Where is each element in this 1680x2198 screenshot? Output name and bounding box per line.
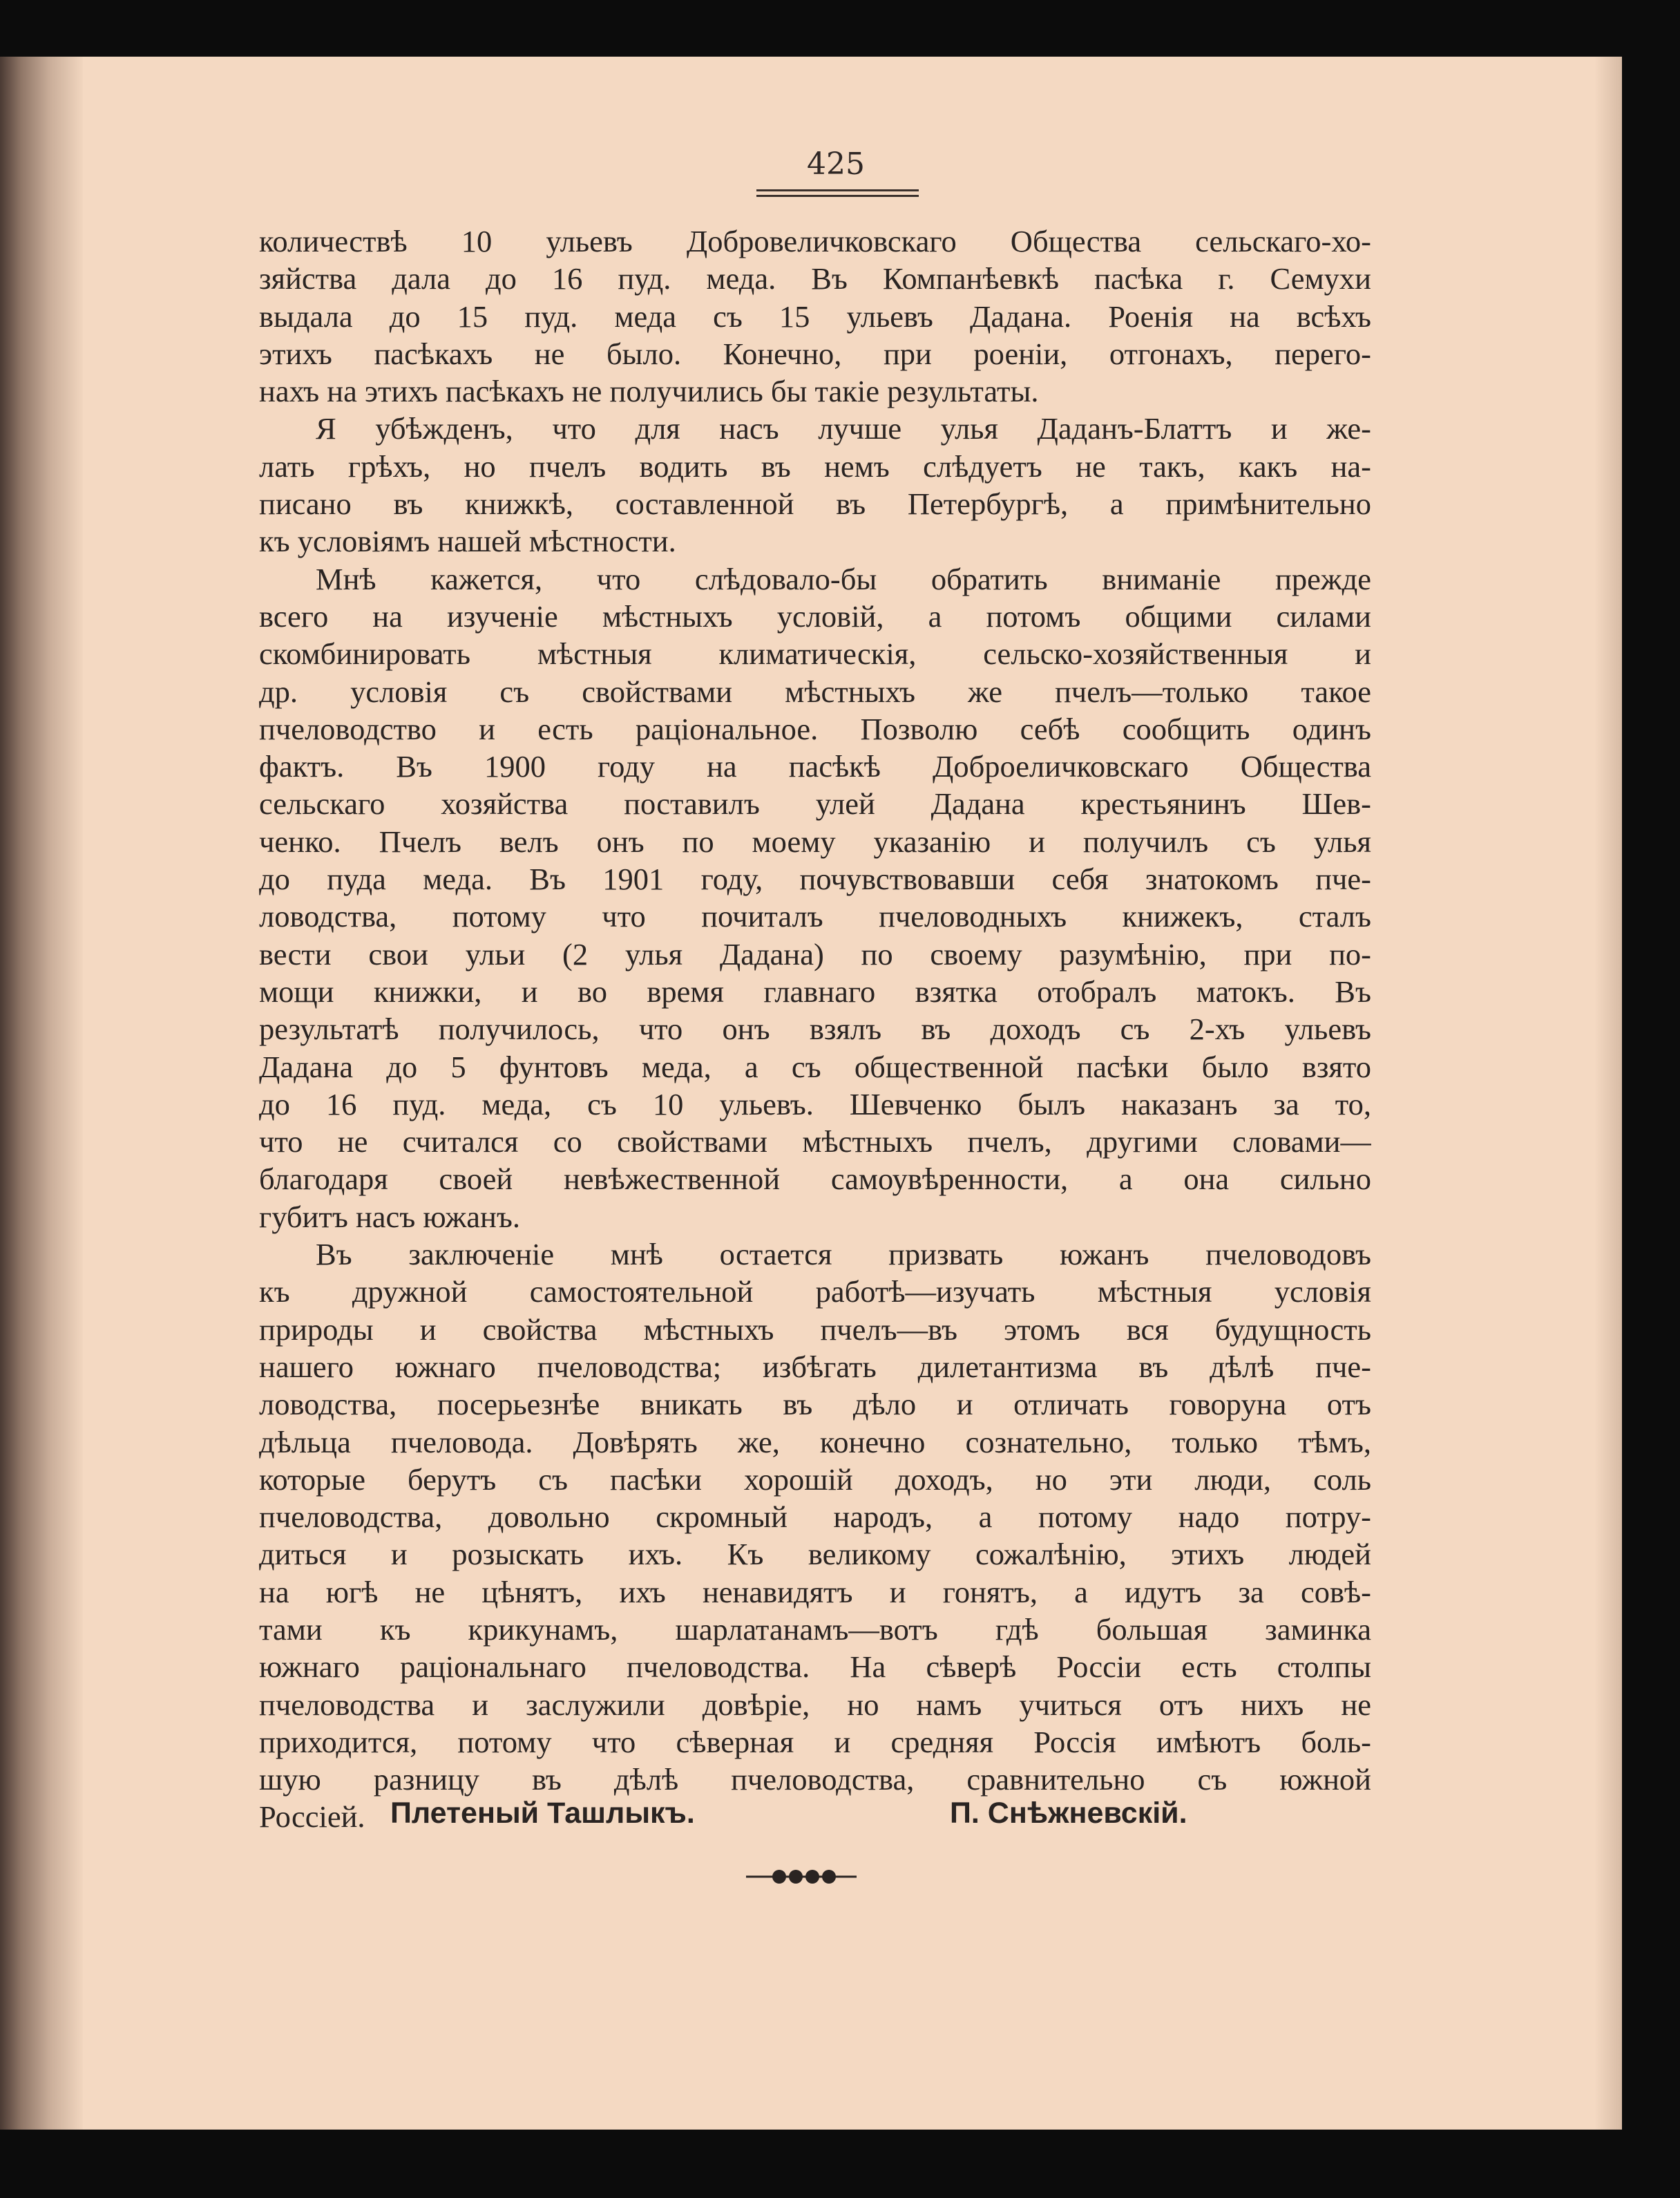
text-line: Въ заключеніе мнѣ остается призвать южанъ пчеловодовъ [316,1237,1371,1272]
text-line: дѣльца пчеловода. Довѣрять же, конечно сознательно, только тѣмъ, [259,1424,1371,1459]
text-line: ченко. Пчелъ велъ онъ по моему указанію и получилъ съ улья [259,824,1371,859]
text-line: нахъ на этихъ пасѣкахъ не получились бы такіе результаты. [259,374,1039,409]
text-line: на югѣ не цѣнятъ, ихъ ненавидятъ и гонятъ, а идутъ за совѣ- [259,1574,1371,1609]
text-line: Дадана до 5 фунтовъ меда, а съ общественной пасѣки было взято [259,1049,1371,1084]
ornament-dot [789,1870,803,1884]
text-line: результатѣ получилось, что онъ взялъ въ доходъ съ 2-хъ ульевъ [259,1012,1371,1047]
signature-place: Плетеный Ташлыкъ. [390,1797,695,1830]
ornament-dot [805,1870,819,1884]
text-line: шую разницу въ дѣлѣ пчеловодства, сравнительно съ южной [259,1762,1371,1797]
text-line: Мнѣ кажется, что слѣдовало-бы обратить вниманіе прежде [316,561,1371,596]
text-line: мощи книжки, и во время главнаго взятка отобралъ матокъ. Въ [259,974,1371,1009]
text-line: зяйства дала до 16 пуд. меда. Въ Компанѣевкѣ пасѣка г. Семухи [259,261,1371,296]
text-line: выдала до 15 пуд. меда съ 15 ульевъ Дадана. Роенія на всѣхъ [259,299,1371,334]
page-number: 425 [807,146,865,182]
text-line: пчеловодство и есть раціональное. Позволю себѣ сообщить одинъ [259,711,1371,746]
text-line: пчеловодства и заслужили довѣріе, но намъ учиться отъ нихъ не [259,1687,1371,1722]
text-line: фактъ. Въ 1900 году на пасѣкѣ Доброеличковскаго Общества [259,749,1371,784]
end-ornament [746,1863,857,1891]
text-line: до пуда меда. Въ 1901 году, почувствовавши себя знатокомъ пче- [259,862,1371,897]
ornament-dot [772,1870,786,1884]
text-line: Я убѣжденъ, что для насъ лучше улья Даданъ-Блаттъ и же- [316,411,1371,446]
text-line: ловодства, посерьезнѣе вникать въ дѣло и отличать говоруна отъ [259,1387,1371,1422]
text-line: ловодства, потому что почиталъ пчеловодныхъ книжекъ, сталъ [259,899,1371,934]
text-line: къ условіямъ нашей мѣстности. [259,524,676,559]
text-line: вести свои ульи (2 улья Дадана) по своему разумѣнію, при по- [259,936,1371,972]
text-line: всего на изученіе мѣстныхъ условій, а потомъ общими силами [259,598,1371,634]
text-line: южнаго раціональнаго пчеловодства. На сѣверѣ Россіи есть столпы [259,1649,1371,1685]
page-gutter-shadow [0,57,83,2130]
text-line: пчеловодства, довольно скромный народъ, а потому надо потру- [259,1499,1371,1535]
text-line: къ дружной самостоятельной работѣ—изучать мѣстныя условія [259,1274,1371,1309]
text-line: количествѣ 10 ульевъ Добровеличковскаго Общества сельскаго-хо- [259,224,1371,258]
header-rule [756,195,919,197]
book-page [0,57,1622,2130]
page-edge-shadow [1594,57,1622,2130]
text-line: лать грѣхъ, но пчелъ водить въ немъ слѣдуетъ не такъ, какъ на- [259,448,1371,484]
text-line: сельскаго хозяйства поставилъ улей Дадана крестьянинъ Шев- [259,786,1371,822]
text-line: диться и розыскать ихъ. Къ великому сожалѣнію, этихъ людей [259,1537,1371,1572]
text-line: которые берутъ съ пасѣки хорошій доходъ, но эти люди, соль [259,1461,1371,1497]
text-line: нашего южнаго пчеловодства; избѣгать дилетантизма въ дѣлѣ пче- [259,1349,1371,1384]
text-line: приходится, потому что сѣверная и средняя Россія имѣютъ боль- [259,1724,1371,1759]
text-line: Россіей. [259,1799,365,1835]
ornament-dot [822,1870,836,1884]
text-line: губитъ насъ южанъ. [259,1199,520,1234]
article-body [259,222,1371,1836]
text-line: скомбинировать мѣстныя климатическія, сельско-хозяйственныя и [259,636,1371,672]
text-line: что не считался со свойствами мѣстныхъ пчелъ, другими словами— [259,1124,1371,1159]
text-line: писано въ книжкѣ, составленной въ Петербургѣ, а примѣнительно [259,486,1371,522]
text-line: благодаря своей невѣжественной самоувѣренности, а она сильно [259,1162,1371,1197]
text-line: др. условія съ свойствами мѣстныхъ же пчелъ—только такое [259,674,1371,709]
text-line: природы и свойства мѣстныхъ пчелъ—въ этомъ вся будущность [259,1311,1371,1347]
header-rule [756,189,919,191]
text-line: тами къ крикунамъ, шарлатанамъ—вотъ гдѣ большая заминка [259,1611,1371,1647]
text-line: этихъ пасѣкахъ не было. Конечно, при роеніи, отгонахъ, перего- [259,336,1371,371]
signature-author: П. Снѣжневскій. [950,1797,1187,1830]
text-line: до 16 пуд. меда, съ 10 ульевъ. Шевченко былъ наказанъ за то, [259,1086,1371,1121]
